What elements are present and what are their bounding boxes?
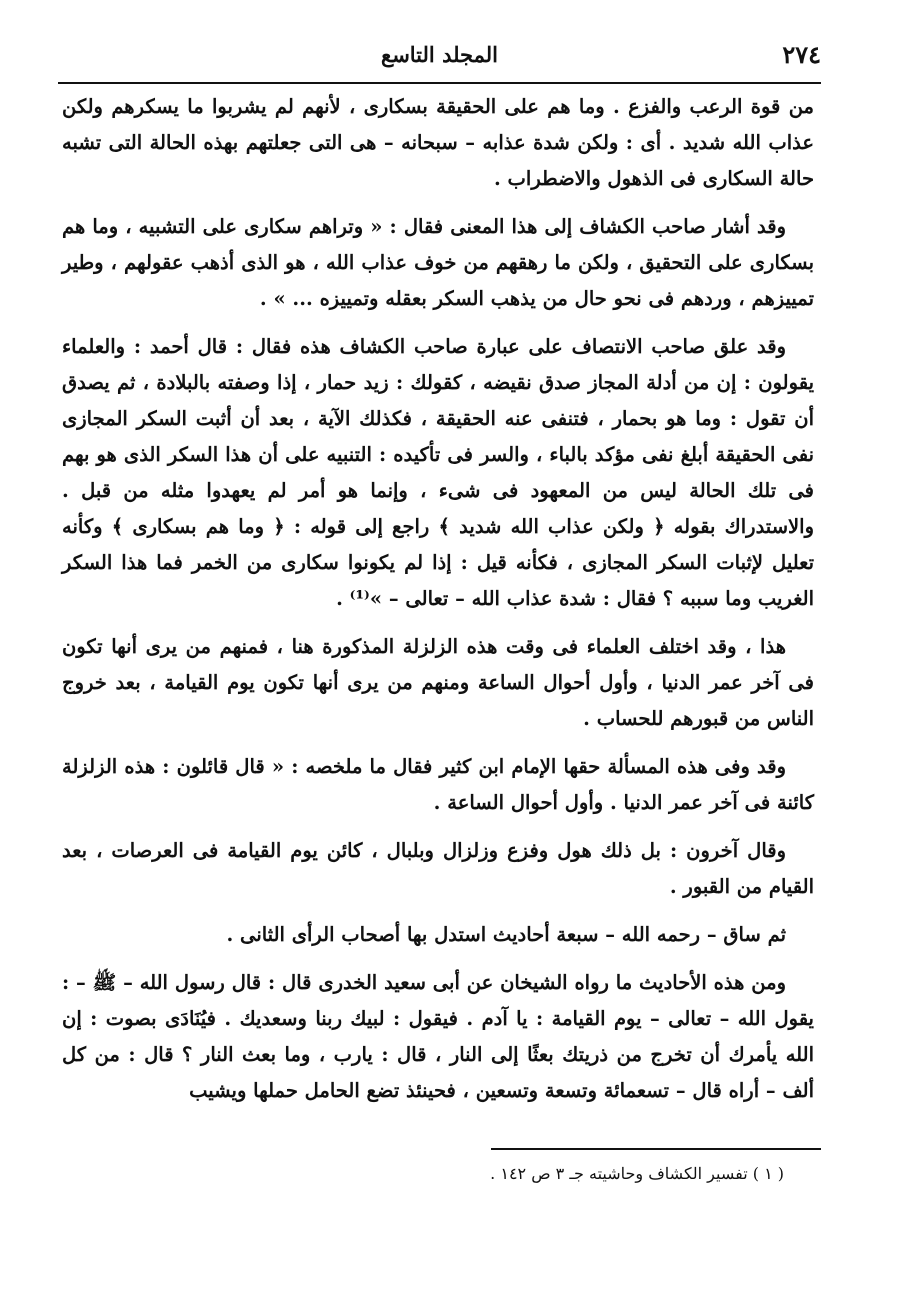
paragraph: ثم ساق – رحمه الله – سبعة أحاديث استدل بها أصحاب الرأى الثانى . bbox=[226, 923, 786, 946]
paragraph: وقد وفى هذه المسألة حقها الإمام ابن كثير فقال ما ملخصه : « قال قائلون : هذه الزلزلة كائنة فى آخر عمر الدنيا . وأول أحوال الساعة . bbox=[62, 755, 814, 814]
paragraph: هذا ، وقد اختلف العلماء فى وقت هذه الزلزلة المذكورة هنا ، فمنهم من يرى أنها تكون فى آخر عمر الدنيا ، وأول أحوال الساعة ومنهم من يرى أنها تكون يوم القيامة ، بعد خروج الناس من قبورهم للحساب . bbox=[62, 635, 814, 730]
main-text bbox=[62, 89, 814, 1121]
paragraph: من قوة الرعب والفزع . وما هم على الحقيقة بسكارى ، لأنهم لم يشربوا ما يسكرهم ولكن عذاب الله شديد . أى : ولكن شدة عذابه – سبحانه – هى التى جعلتهم بهذه الحالة التى تشبه حالة السكارى فى الذهول والاضطراب . bbox=[62, 95, 814, 190]
page-number: ٢٧٤ bbox=[782, 40, 821, 69]
page-header bbox=[58, 34, 821, 76]
running-title: المجلد التاسع bbox=[381, 42, 498, 67]
paragraph: وقال آخرون : بل ذلك هول وفزع وزلزال وبلبال ، كائن يوم القيامة فى العرصات ، بعد القيام من القبور . bbox=[62, 839, 814, 898]
footnote: ( ١ ) تفسير الكشاف وحاشيته جـ ٣ ص ١٤٢ . bbox=[490, 1164, 784, 1183]
footnote-rule bbox=[491, 1148, 821, 1150]
header-rule bbox=[58, 82, 821, 84]
paragraph: وقد أشار صاحب الكشاف إلى هذا المعنى فقال : « وتراهم سكارى على التشبيه ، وما هم بسكارى على التحقيق ، ولكن ما رهقهم من خوف عذاب الله ، هو الذى أذهب عقولهم ، وطير تمييزهم ، وردهم فى نحو حال من يذهب السكر بعقله وتمييزه ... » . bbox=[62, 215, 814, 310]
paragraph: وقد علق صاحب الانتصاف على عبارة صاحب الكشاف هذه فقال : قال أحمد : والعلماء يقولون : إن من أدلة المجاز صدق نقيضه ، كقولك : زيد حمار ، إذا وصفته بالبلادة ، ثم يصدق أن تقول : وما هو بحمار ، فتنفى عنه الحقيقة ، فكذلك الآية ، بعد أن أثبت السكر المجازى نفى الحقيقة أبلغ نفى مؤكد بالباء ، والسر فى تأكيده : التنبيه على أن هذا السكر الذى هو بهم فى تلك الحالة ليس من المعهود فى شىء ، وإنما هو أمر لم يعهدوا مثله من قبل . والاستدراك بقوله ﴿ ولكن عذاب الله شديد ﴾ راجع إلى قوله : ﴿ وما هم بسكارى ﴾ وكأنه تعليل لإثبات السكر المجازى ، فكأنه قيل : إذا لم يكونوا سكارى من الخمر فما هذا السكر الغريب وما سببه ؟ فقال : شدة عذاب الله – تعالى – »⁽¹⁾ . bbox=[62, 335, 814, 610]
paragraph: ومن هذه الأحاديث ما رواه الشيخان عن أبى سعيد الخدرى قال : قال رسول الله – ﷺ – : يقول الله – تعالى – يوم القيامة : يا آدم . فيقول : لبيك ربنا وسعديك . فيُنَادَى بصوت : إن الله يأمرك أن تخرج من ذريتك بعثًا إلى النار ، قال : يارب ، وما بعث النار ؟ قال : من كل ألف – أراه قال – تسعمائة وتسعة وتسعين ، فحينئذ تضع الحامل حملها ويشيب bbox=[62, 971, 814, 1102]
